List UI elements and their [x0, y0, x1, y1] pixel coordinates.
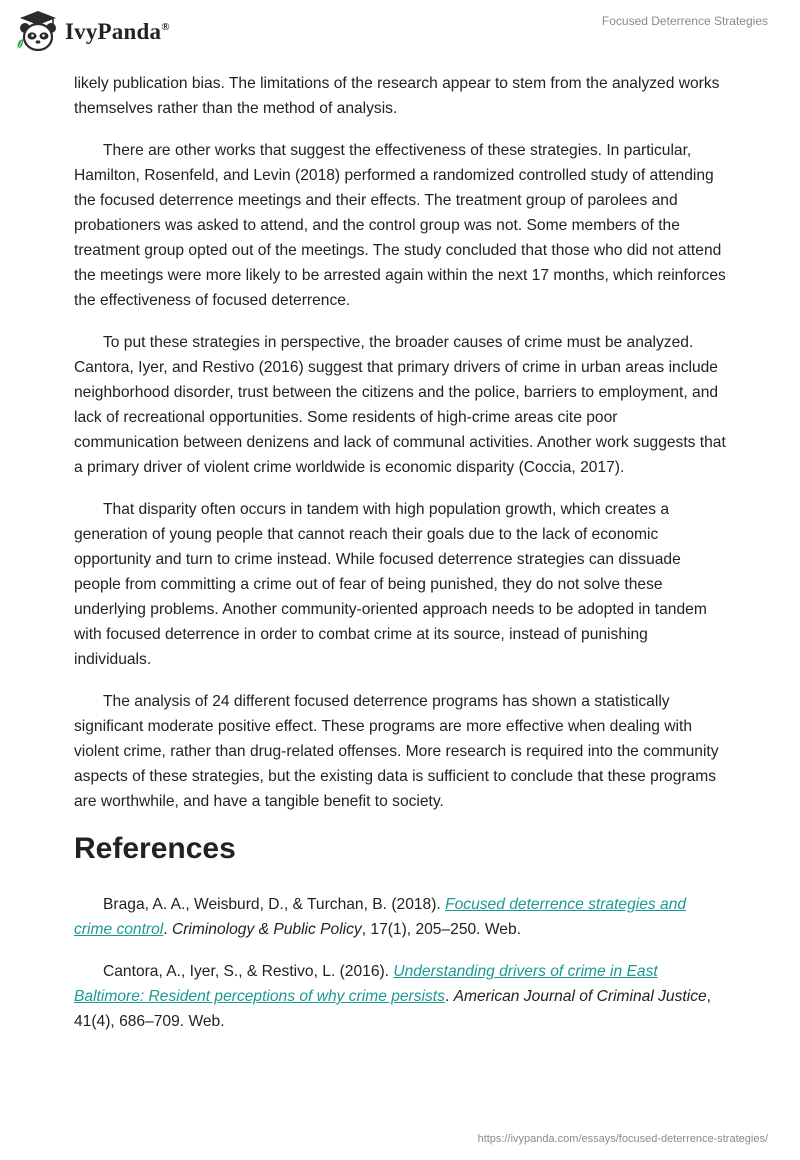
essay-body — [74, 71, 726, 1051]
reference-link-1[interactable]: Focused deterrence strategies and crime control — [74, 896, 687, 938]
paragraph-3: To put these strategies in perspective, the broader causes of crime must be analyzed. Cantora, Iyer, and Restivo (2016) suggest that primary drivers of crime in urban areas include neighborhood disorder, trust between the citizens and the police, barriers to employment, and lack of recreational opportunities. Some residents of high-crime areas cite poor communication between denizens and lack of communal activities. Another work suggests that a primary driver of violent crime worldwide is economic disparity (Coccia, 2017). — [74, 334, 726, 476]
reference-item-1: Braga, A. A., Weisburd, D., & Turchan, B. (2018). Focused deterrence strategies and crime control. Criminology & Public Policy, 17(1), 205–250. Web. — [74, 896, 687, 938]
ivypanda-logo[interactable] — [14, 9, 170, 55]
page-header — [0, 0, 800, 66]
panda-icon — [14, 9, 62, 55]
references-heading: References — [74, 832, 236, 865]
paragraph-2: There are other works that suggest the effectiveness of these strategies. In particular, Hamilton, Rosenfeld, and Levin (2018) performed a randomized controlled study of attending the focused deterrence meetings and their effects. The treatment group of parolees and probationers was asked to attend, and the control group was not. Some members of the treatment group opted out of the meetings. The study concluded that those who did not attend the meetings were more likely to be arrested again within the next 17 months, which reinforces the effectiveness of focused deterrence. — [74, 142, 726, 309]
paragraph-5: The analysis of 24 different focused deterrence programs has shown a statistically significant moderate positive effect. These programs are more effective when dealing with violent crime, rather than drug-related offenses. More research is required into the community aspects of these strategies, but the existing data is sufficient to conclude that these programs are worthwhile, and have a tangible benefit to society. — [74, 693, 719, 810]
reference-link-2[interactable]: Understanding drivers of crime in East Baltimore: Resident perceptions of why crime persists — [74, 963, 658, 1005]
paragraph-4: That disparity often occurs in tandem with high population growth, which creates a generation of young people that cannot reach their goals due to the lack of economic opportunity and turn to crime instead. While focused deterrence strategies can dissuade people from committing a crime out of fear of being punished, they do not solve these underlying problems. Another community-oriented approach needs to be adopted in tandem with focused deterrence in order to combat crime at its source, instead of punishing individuals. — [74, 501, 707, 668]
document-title: Focused Deterrence Strategies — [601, 14, 768, 28]
reference-item-2: Cantora, A., Iyer, S., & Restivo, L. (2016). Understanding drivers of crime in East Baltimore: Resident perceptions of why crime persists. American Journal of Criminal Justice, 41(4), 686–709. Web. — [74, 963, 712, 1030]
brand-name: IvyPanda® — [65, 19, 170, 44]
footer-url[interactable]: https://ivypanda.com/essays/focused-deterrence-strategies/ — [477, 1133, 768, 1145]
paragraph-1: likely publication bias. The limitations of the research appear to stem from the analyzed works themselves rather than the method of analysis. — [74, 75, 720, 117]
